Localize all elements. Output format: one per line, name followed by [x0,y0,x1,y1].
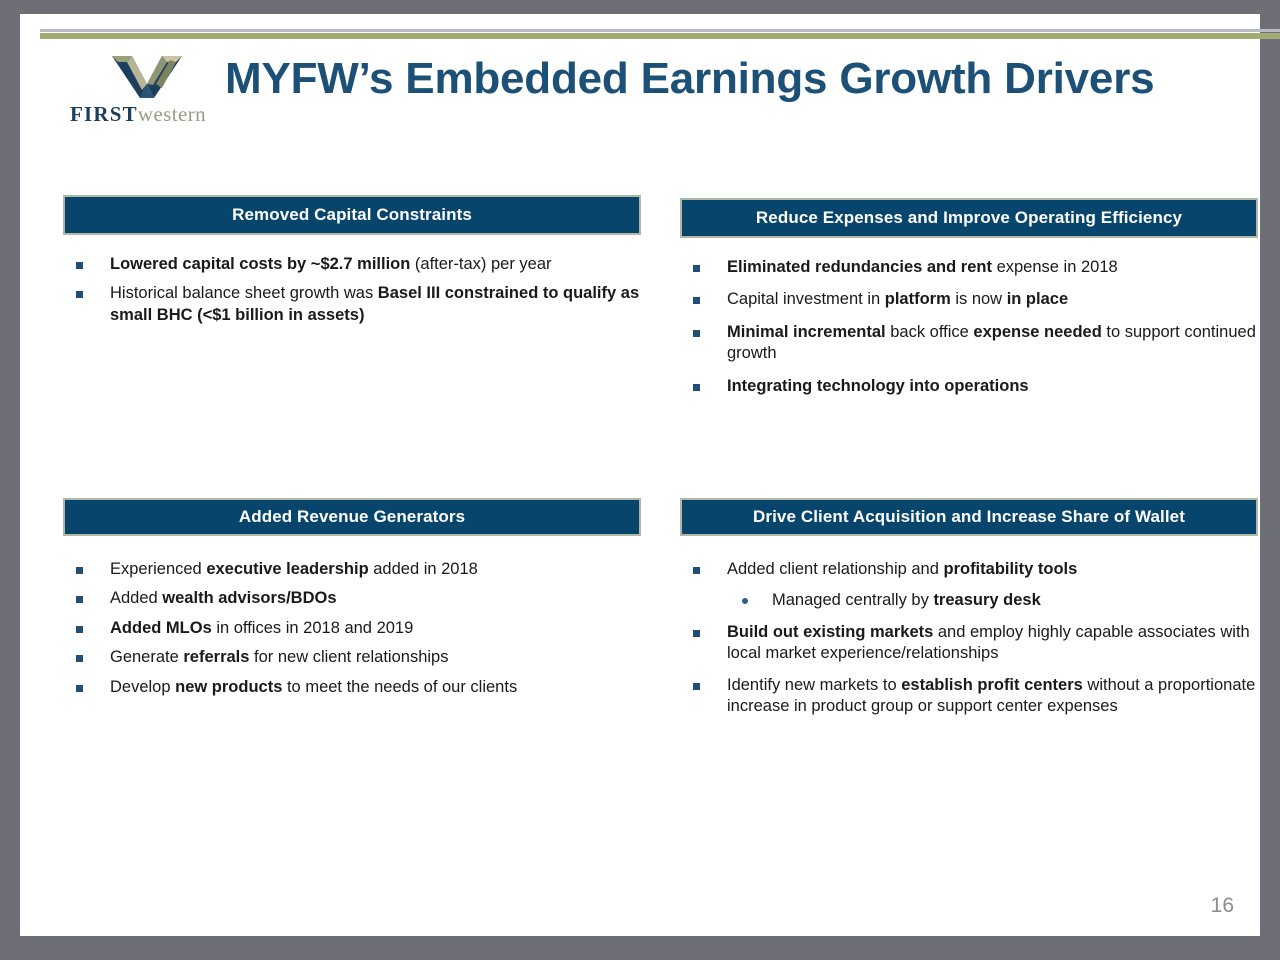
bullet-item: Develop new products to meet the needs of our clients [63,677,663,698]
panel-added-revenue-generators [63,498,641,706]
bullet-list-removed-capital-constraints [63,254,663,326]
bullet-item: Historical balance sheet growth was Basel III constrained to qualify as small BHC (<$1 billion in assets) [63,283,663,326]
first-western-w-logo-icon [106,54,188,100]
slide-canvas [20,14,1260,936]
sub-bullet-item: Managed centrally by treasury desk [680,590,1258,611]
bullet-list-reduce-expenses [680,257,1258,397]
bullet-item: Identify new markets to establish profit centers without a proportionate increase in product group or support center expenses [680,675,1258,718]
brand-logo [48,54,228,129]
accent-bar-gray [40,29,1280,32]
wordmark-first: FIRST [70,102,138,126]
bullet-item: Lowered capital costs by ~$2.7 million (after-tax) per year [63,254,663,275]
panel-header-reduce-expenses: Reduce Expenses and Improve Operating Efficiency [680,198,1258,238]
bullet-item: Capital investment in platform is now in place [680,289,1258,310]
brand-wordmark [48,102,228,127]
wordmark-western: western [137,102,206,126]
bullet-item: Added MLOs in offices in 2018 and 2019 [63,618,663,639]
bullet-item: Generate referrals for new client relationships [63,647,663,668]
bullet-item: Integrating technology into operations [680,376,1258,397]
panel-drive-client-acquisition [680,498,1258,728]
bullet-item: Added client relationship and profitability tools [680,559,1258,580]
bullet-item: Build out existing markets and employ highly capable associates with local market experience/relationships [680,622,1258,665]
bullet-item: Experienced executive leadership added in 2018 [63,559,663,580]
page-number: 16 [1210,894,1234,917]
bullet-item: Eliminated redundancies and rent expense in 2018 [680,257,1258,278]
panel-reduce-expenses [680,198,1258,408]
panel-removed-capital-constraints [63,195,641,334]
panel-header-removed-capital-constraints: Removed Capital Constraints [63,195,641,235]
bullet-item: Added wealth advisors/BDOs [63,588,663,609]
accent-bar-olive [40,33,1280,39]
bullet-list-added-revenue-generators [63,559,663,698]
panel-header-added-revenue-generators: Added Revenue Generators [63,498,641,536]
bullet-item: Minimal incremental back office expense needed to support continued growth [680,322,1258,365]
page-title: MYFW’s Embedded Earnings Growth Drivers [225,54,1155,103]
panel-header-drive-client-acquisition: Drive Client Acquisition and Increase Share of Wallet [680,498,1258,536]
bullet-list-drive-client-acquisition [680,559,1258,718]
